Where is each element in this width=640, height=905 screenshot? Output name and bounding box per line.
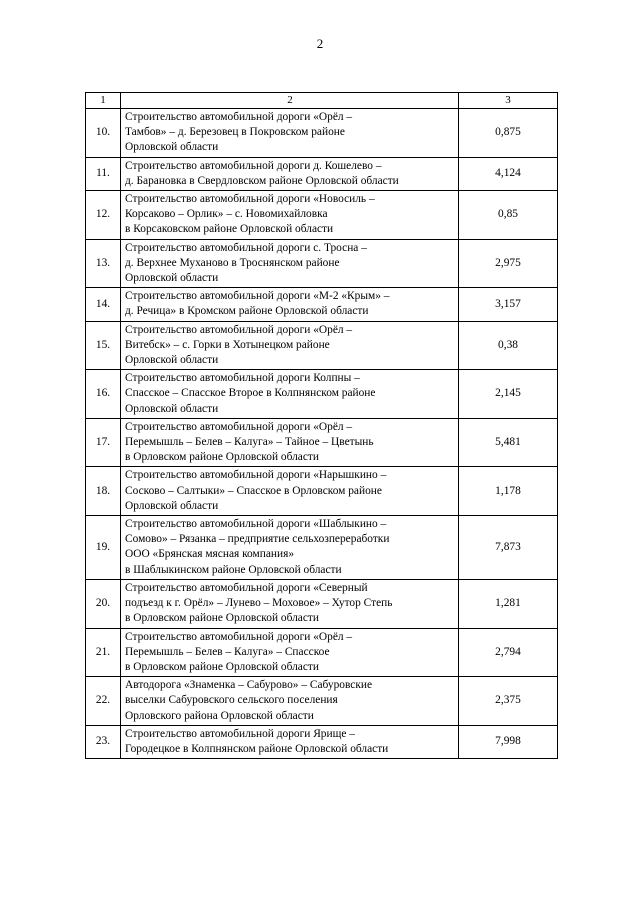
page-number: 2 (316, 36, 324, 51)
row-number: 17. (86, 418, 121, 467)
row-number: 10. (86, 109, 121, 158)
row-number: 15. (86, 321, 121, 370)
table-row (86, 677, 558, 726)
row-description: Строительство автомобильной дороги д. Кошелево – д. Барановка в Свердловском районе Орловской области (121, 157, 459, 190)
column-header-1: 1 (86, 93, 121, 109)
row-description: Строительство автомобильной дороги «Орёл – Перемышль – Белев – Калуга» – Тайное – Цветынь в Орловском районе Орловской области (121, 418, 459, 467)
table-row (86, 725, 558, 758)
row-number: 16. (86, 370, 121, 419)
row-value: 3,157 (459, 288, 558, 321)
row-number: 20. (86, 579, 121, 628)
table-row (86, 579, 558, 628)
row-value: 1,281 (459, 579, 558, 628)
row-value: 2,975 (459, 239, 558, 288)
row-number: 19. (86, 516, 121, 580)
table-header-row (86, 93, 558, 109)
row-description: Автодорога «Знаменка – Сабурово» – Сабуровские выселки Сабуровского сельского поселения Орловского района Орловской области (121, 677, 459, 726)
table-row (86, 628, 558, 677)
row-number: 12. (86, 191, 121, 240)
row-description: Строительство автомобильной дороги «Орёл – Перемышль – Белев – Калуга» – Спасское в Орловском районе Орловской области (121, 628, 459, 677)
row-description: Строительство автомобильной дороги «М-2 «Крым» – д. Речица» в Кромском районе Орловской области (121, 288, 459, 321)
row-value: 2,794 (459, 628, 558, 677)
row-description: Строительство автомобильной дороги Колпны – Спасское – Спасское Второе в Колпнянском районе Орловской области (121, 370, 459, 419)
row-number: 21. (86, 628, 121, 677)
row-number: 18. (86, 467, 121, 516)
row-value: 0,38 (459, 321, 558, 370)
row-number: 14. (86, 288, 121, 321)
row-description: Строительство автомобильной дороги Ярище – Городецкое в Колпнянском районе Орловской области (121, 725, 459, 758)
row-value: 2,145 (459, 370, 558, 419)
table-row (86, 157, 558, 190)
table-row (86, 191, 558, 240)
table-row (86, 321, 558, 370)
row-description: Строительство автомобильной дороги «Орёл – Тамбов» – д. Березовец в Покровском районе Орловской области (121, 109, 459, 158)
row-description: Строительство автомобильной дороги «Новосиль – Корсаково – Орлик» – с. Новомихайловка в Корсаковском районе Орловской области (121, 191, 459, 240)
table-row (86, 239, 558, 288)
row-description: Строительство автомобильной дороги с. Тросна – д. Верхнее Муханово в Троснянском районе Орловской области (121, 239, 459, 288)
table-row (86, 370, 558, 419)
row-value: 7,998 (459, 725, 558, 758)
roads-table (85, 92, 558, 759)
column-header-3: 3 (459, 93, 558, 109)
row-description: Строительство автомобильной дороги «Северный подъезд к г. Орёл» – Лунево – Моховое» – Хутор Степь в Орловском районе Орловской области (121, 579, 459, 628)
row-value: 0,85 (459, 191, 558, 240)
row-value: 0,875 (459, 109, 558, 158)
row-value: 1,178 (459, 467, 558, 516)
row-value: 4,124 (459, 157, 558, 190)
row-number: 13. (86, 239, 121, 288)
row-number: 23. (86, 725, 121, 758)
table-row (86, 418, 558, 467)
row-description: Строительство автомобильной дороги «Нарышкино – Сосково – Салтыки» – Спасское в Орловском районе Орловской области (121, 467, 459, 516)
row-value: 2,375 (459, 677, 558, 726)
table-row (86, 109, 558, 158)
table-row (86, 516, 558, 580)
row-value: 7,873 (459, 516, 558, 580)
column-header-2: 2 (121, 93, 459, 109)
row-value: 5,481 (459, 418, 558, 467)
row-number: 22. (86, 677, 121, 726)
table-row (86, 467, 558, 516)
row-number: 11. (86, 157, 121, 190)
row-description: Строительство автомобильной дороги «Орёл – Витебск» – с. Горки в Хотынецком районе Орловской области (121, 321, 459, 370)
table-row (86, 288, 558, 321)
row-description: Строительство автомобильной дороги «Шаблыкино – Сомово» – Рязанка – предприятие сельхозпереработки ООО «Брянская мясная компания» в Шаблыкинском районе Орловской области (121, 516, 459, 580)
